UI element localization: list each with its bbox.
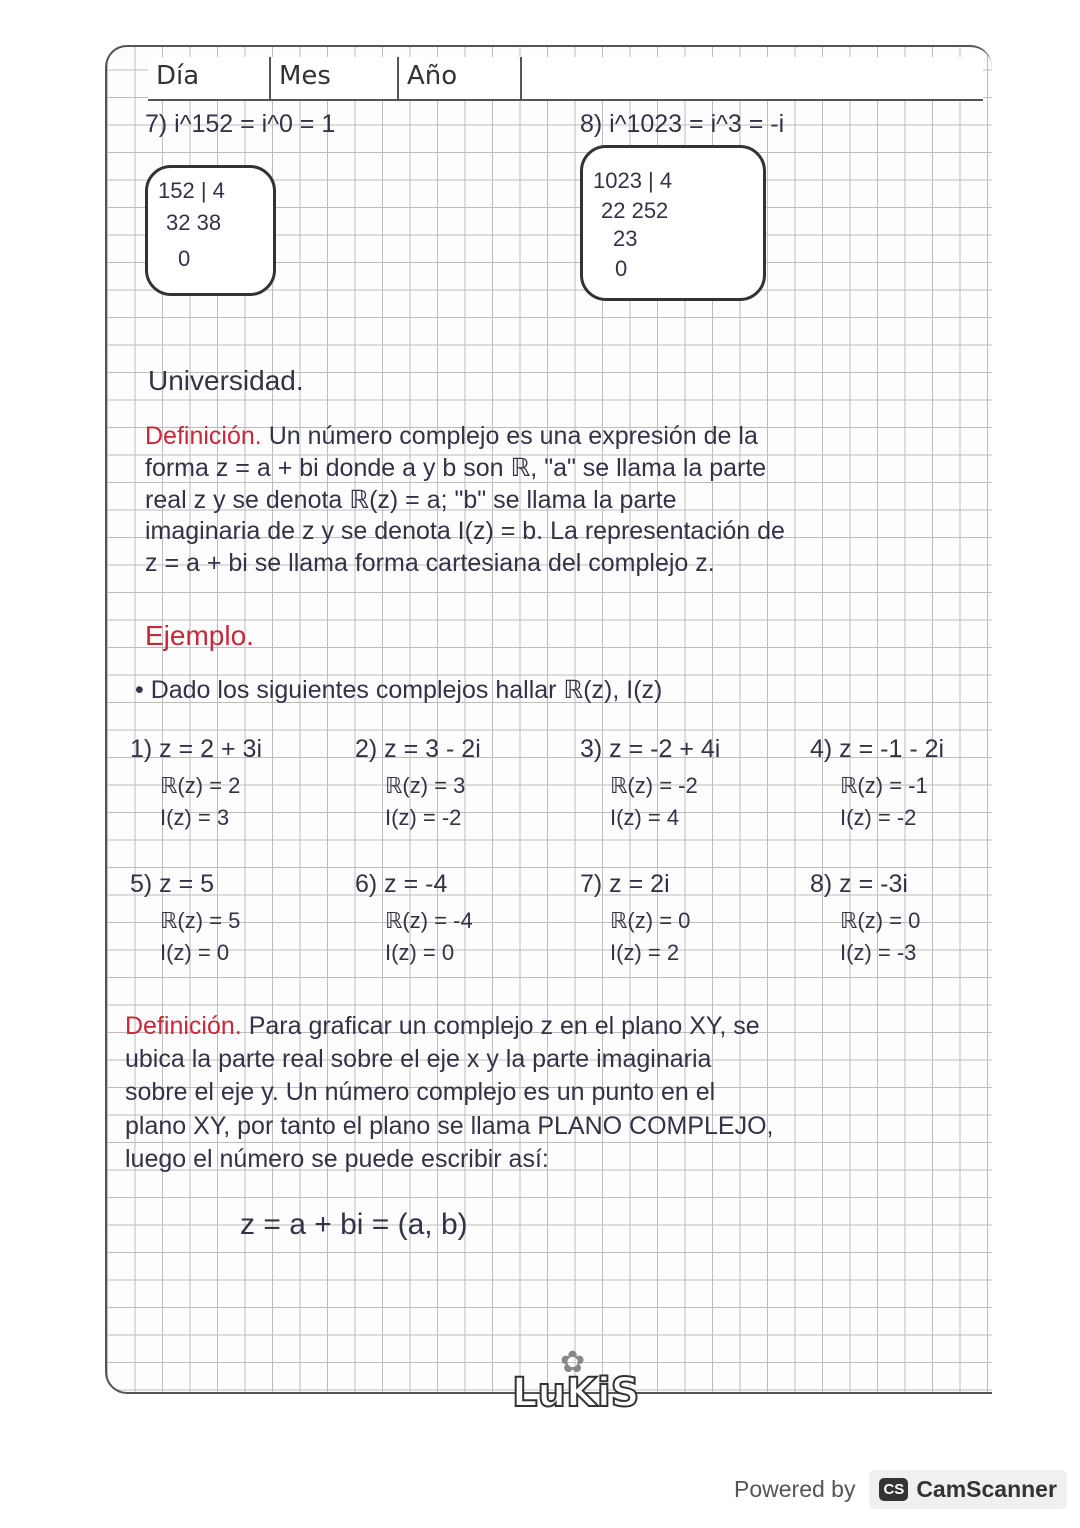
example-real-part: ℝ(z) = -1 — [840, 773, 928, 798]
example-expression: 5) z = 5 — [130, 870, 215, 898]
division-line: 1023 | 4 — [593, 168, 673, 193]
example-real-part: ℝ(z) = 2 — [160, 773, 241, 798]
example-imag-part: I(z) = 2 — [610, 940, 680, 965]
brand-logo: LuKiS — [512, 1370, 640, 1416]
formula: z = a + bi = (a, b) — [240, 1208, 468, 1241]
definition2-label: Definición. — [125, 1012, 242, 1040]
division-line: 0 — [178, 246, 191, 271]
section-title: Universidad. — [148, 365, 304, 396]
example-imag-part: I(z) = -3 — [840, 940, 917, 965]
example-expression: 6) z = -4 — [355, 870, 448, 898]
example-expression: 1) z = 2 + 3i — [130, 735, 263, 763]
definition2-line-2: sobre el eje y. Un número complejo es un punto en el — [125, 1078, 716, 1106]
division-line: 23 — [613, 226, 638, 251]
example-imag-part: I(z) = 0 — [385, 940, 455, 965]
definition1-text: Un número complejo es una expresión de la — [268, 422, 758, 450]
definition2-line-4: luego el número se puede escribir así: — [125, 1145, 549, 1173]
example-expression: 8) z = -3i — [810, 870, 908, 898]
date-header — [148, 57, 983, 101]
example-real-part: ℝ(z) = 0 — [610, 908, 691, 933]
example-real-part: ℝ(z) = -4 — [385, 908, 473, 933]
example-real-part: ℝ(z) = 5 — [160, 908, 241, 933]
example-imag-part: I(z) = 4 — [610, 805, 680, 830]
definition2-line-1: ubica la parte real sobre el eje x y la parte imaginaria — [125, 1045, 712, 1073]
division-cloud-8 — [580, 145, 766, 301]
definition1-line-2: real z y se denota ℝ(z) = a; "b" se llama la parte — [145, 486, 677, 514]
definition2-text: Para graficar un complejo z en el plano XY, se — [248, 1012, 760, 1040]
example-title: Ejemplo. — [145, 620, 254, 651]
year-label: Año — [399, 57, 522, 99]
day-label: Día — [148, 57, 271, 99]
example-prompt: • Dado los siguientes complejos hallar ℝ(z), I(z) — [135, 676, 663, 704]
definition2-line-3: plano XY, por tanto el plano se llama PLANO COMPLEJO, — [125, 1112, 774, 1140]
power-8: 8) i^1023 = i^3 = -i — [580, 110, 785, 138]
definition2-line-0 — [125, 1012, 760, 1041]
definition1-line-1: forma z = a + bi donde a y b son ℝ, "a" se llama la parte — [145, 454, 767, 482]
definition1-line-4: z = a + bi se llama forma cartesiana del complejo z. — [145, 549, 715, 577]
division-line: 32 38 — [166, 210, 222, 235]
example-imag-part: I(z) = -2 — [840, 805, 917, 830]
division-line: 22 252 — [601, 198, 669, 223]
example-expression: 3) z = -2 + 4i — [580, 735, 721, 763]
example-real-part: ℝ(z) = 3 — [385, 773, 466, 798]
powered-by-label: Powered by — [734, 1476, 856, 1502]
definition1-label: Definición. — [145, 422, 262, 450]
division-line: 0 — [615, 256, 628, 281]
definition1-line-0 — [145, 422, 758, 451]
camscanner-icon: CS — [879, 1478, 908, 1501]
example-imag-part: I(z) = 0 — [160, 940, 230, 965]
camscanner-footer — [734, 1470, 1067, 1509]
power-7: 7) i^152 = i^0 = 1 — [145, 110, 336, 138]
example-real-part: ℝ(z) = -2 — [610, 773, 698, 798]
example-expression: 4) z = -1 - 2i — [810, 735, 945, 763]
camscanner-badge — [869, 1470, 1066, 1509]
division-line: 152 | 4 — [158, 178, 225, 203]
example-imag-part: I(z) = -2 — [385, 805, 462, 830]
definition1-line-3: imaginaria de z y se denota I(z) = b. La representación de — [145, 517, 785, 545]
example-expression: 2) z = 3 - 2i — [355, 735, 481, 763]
division-cloud-7 — [145, 165, 276, 296]
flower-icon: ✿ — [560, 1346, 586, 1379]
month-label: Mes — [271, 57, 399, 99]
example-real-part: ℝ(z) = 0 — [840, 908, 921, 933]
example-imag-part: I(z) = 3 — [160, 805, 230, 830]
camscanner-label: CamScanner — [916, 1476, 1057, 1502]
example-expression: 7) z = 2i — [580, 870, 670, 898]
